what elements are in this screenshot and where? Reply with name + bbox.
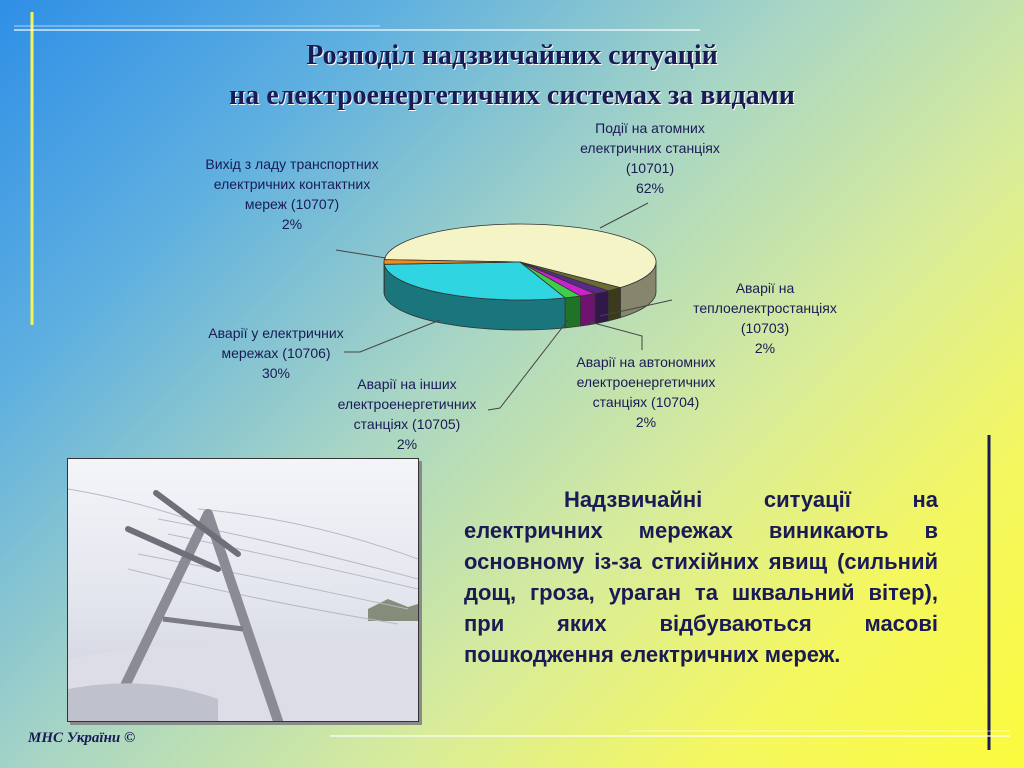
slice-label-atomic: Події на атомних електричних станціях (10701) 62% [580, 120, 720, 196]
title-line-1: Розподіл надзвичайних ситуацій [306, 40, 718, 71]
leader-networks [344, 320, 440, 352]
body-paragraph: Надзвичайні ситуації на електричних мережах виникають в основному із-за стихійних явищ (сильний дощ, гроза, ураган та шквальний вітер), при яких відбуваються масові пошкодження електричних мереж. [464, 487, 938, 667]
slice-label-autonomous: Аварії на автономних електроенергетичних станціях (10704) 2% [576, 354, 716, 430]
leader-atomic [600, 203, 648, 228]
leader-autonomous [590, 322, 642, 350]
slice-label-other: Аварії на інших електроенергетичних станціях (10705) 2% [337, 376, 477, 452]
slice-label-transport: Вихід з ладу транспортних електричних контактних мереж (10707) 2% [205, 156, 379, 232]
pie-slice-other-side [580, 294, 595, 326]
footer-credit: МНС України © [28, 730, 136, 746]
power-line-photo [67, 458, 419, 722]
pie-slice-thermal-side [608, 288, 620, 321]
leader-transport [336, 250, 386, 258]
pie-slice-autonomous-side [595, 291, 608, 324]
slice-label-networks: Аварії у електричних мережах (10706) 30% [208, 325, 344, 381]
title-line-2: на електроенергетичних системах за видами [229, 80, 795, 111]
slice-label-thermal: Аварії на теплоелектростанціях (10703) 2% [693, 280, 837, 356]
pie-slice-green-side [565, 296, 580, 328]
